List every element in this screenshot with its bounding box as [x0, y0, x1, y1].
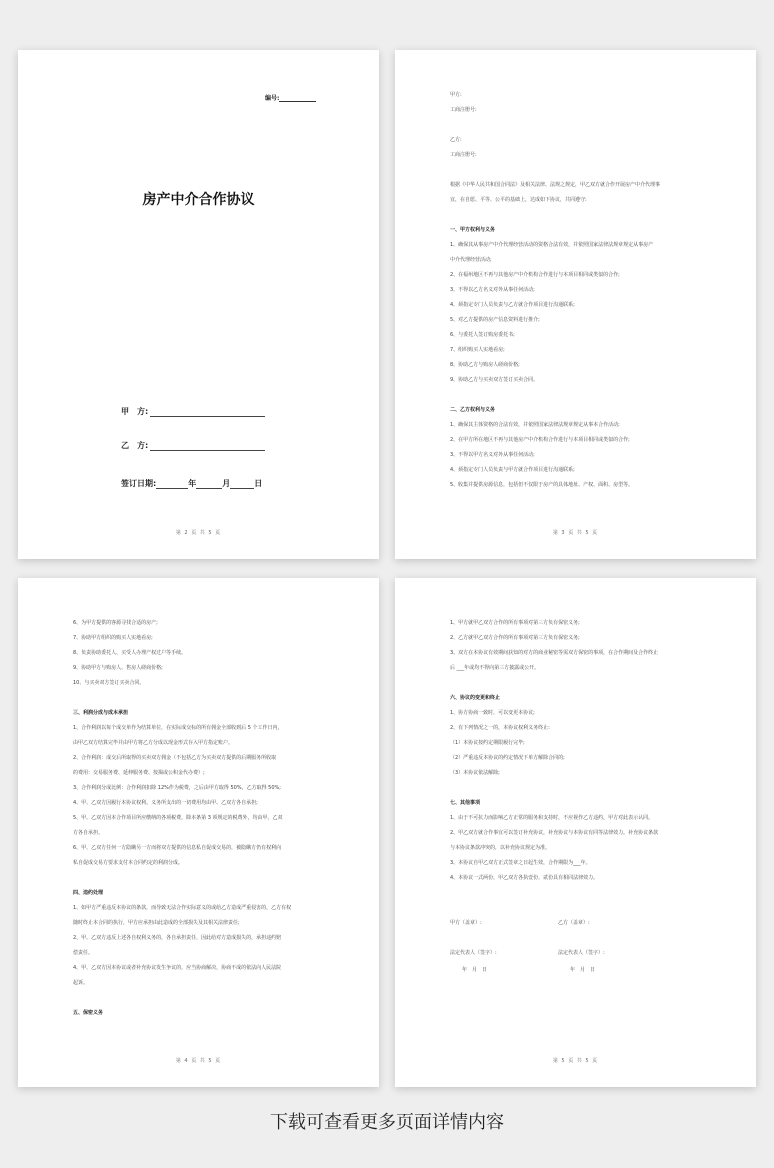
download-caption: 下载可查看更多页面详情内容 — [270, 1112, 504, 1133]
party-b-date: 年 月 日 — [570, 967, 596, 973]
text-line: 根据《中华人民共和国合同法》及相关法律、法规之规定，甲乙双方就合作开展房产中介代理事 — [450, 182, 661, 188]
text-line: 4、须指定专门人员负责与甲方就合作项目进行沟通联系; — [450, 467, 575, 473]
text-line: 4、甲、乙双方因本协议或者补充协议发生争议的，应当协商解决，协商不成的依法向人民法院 — [73, 965, 282, 971]
text-line: 工商注册号: — [450, 107, 477, 113]
text-line: （2）严重违反本协议的约定情况下单方解除合同的; — [450, 755, 565, 761]
text-line: 3、双方在本协议有效期间获知的对方的商业秘密等需双方保密的事项，在合作期间及合作终止 — [450, 650, 659, 656]
contract-page-3 — [395, 50, 756, 559]
text-line: 9、协助乙方与买卖双方签订买卖合同。 — [450, 377, 539, 383]
text-line: 2、在甲方所在地区不再与其他房产中介机构合作进行与本项目相同或类似的合作; — [450, 437, 630, 443]
text-line: 私自促成交易方要求支付本合同约定的利润分成。 — [73, 860, 184, 866]
spacer — [450, 781, 706, 796]
party-b-blank — [150, 441, 265, 451]
text-line: 5、甲、乙双方因本合作项目所应缴纳的各项税费，除本条第 3 项规定的税费外，均由甲、乙双 — [73, 815, 283, 821]
text-line: 1、合作利润以每个成交单作为结算单位，在实际成交标的所有佣金全部收到后 5 个工作日内， — [73, 725, 283, 731]
spacer — [73, 871, 329, 886]
text-line: 6、为甲方提供的客源寻找合适的房产; — [73, 620, 158, 626]
spacer — [450, 163, 706, 178]
day-label: 日 — [254, 479, 263, 488]
party-b-rep-label: 法定代表人（签字）: — [558, 950, 605, 956]
party-a-date: 年 月 日 — [462, 967, 488, 973]
text-line: 中介代理经营活动; — [450, 257, 492, 263]
section-heading: 五、保密义务 — [73, 1010, 104, 1016]
text-line: 1、协方协商一致时，可以变更本协议; — [450, 710, 535, 716]
party-a-row — [121, 406, 265, 417]
month-blank — [196, 479, 222, 489]
contract-page-5 — [395, 578, 756, 1087]
text-line: 起诉。 — [73, 980, 89, 986]
spacer — [450, 118, 706, 133]
text-line: 1、确保其主体资格的合法有效，并依照国家法律法规章规定从事本合作活动; — [450, 422, 620, 428]
party-a-rep-label: 法定代表人（签字）: — [450, 950, 497, 956]
day-blank — [230, 479, 254, 489]
text-line: 5、收集并提供房源信息，包括但不仅限于房产的具体地址、产权、面积、房型等。 — [450, 482, 634, 488]
spacer — [450, 676, 706, 691]
text-line: 4、本协议一式两份，甲乙双方各执壹份，贰份具有相同法律效力。 — [450, 875, 599, 881]
text-line: 1、如甲方严重违反本协议的条款，而导致无法合作实际意义的或给乙方造成严重侵害的，乙方有权 — [73, 905, 292, 911]
party-a-blank — [150, 407, 265, 417]
month-label: 月 — [222, 479, 231, 488]
text-line: 乙方: — [450, 137, 462, 143]
document-title: 房产中介合作协议 — [142, 192, 255, 208]
text-line: 3、本协议自甲乙双方正式签章之日起生效，合作期限为___年。 — [450, 860, 591, 866]
text-line: 2、合作利润：成交后所取得的买卖双方佣金（不包括乙方为买卖双方提供的后期服务所收取 — [73, 755, 277, 761]
spacer — [73, 991, 329, 1006]
text-line: 6、与委托人签订购房委托书; — [450, 332, 515, 338]
text-line: 4、甲、乙双方因履行本协议权利、义务所支出的一切费用均由甲、乙双方各自承担; — [73, 800, 258, 806]
text-line: 2、甲乙双方就合作事宜可以签订补充协议，补充协议与本协议有同等法律效力。补充协议条款 — [450, 830, 659, 836]
text-line: 2、甲、乙双方违反上述各自权利义务的，各自承担责任，因此给对方造成损失的，承担违约赔 — [73, 935, 282, 941]
text-line: 2、有下列情况之一的，本协议权利义务终止: — [450, 725, 550, 731]
section-heading: 六、协议的变更和终止 — [450, 695, 501, 701]
text-line: 的费用：交易服务费、延伸服务费、按揭或公积金代办费）; — [73, 770, 205, 776]
text-line: 方各自承担。 — [73, 830, 104, 836]
spacer — [450, 208, 706, 223]
page-body — [450, 88, 706, 493]
section-heading: 一、甲方权利与义务 — [450, 227, 496, 233]
page-footer: 第 5 页 共 5 页 — [552, 1058, 599, 1064]
text-line: 1、确保其从事房产中介代理经营活动的资格合法有效，并依照国家法律法规章规定从事房产 — [450, 242, 654, 248]
text-line: 8、负责协助委托人、买受人办理产权过户等手续。 — [73, 650, 187, 656]
text-line: 5、对乙方提供的房产信息资料进行推介; — [450, 317, 540, 323]
text-line: 10、与买卖双方签订买卖合同。 — [73, 680, 145, 686]
spacer — [450, 388, 706, 403]
text-line: 4、须指定专门人员负责与乙方就合作项目进行沟通联系; — [450, 302, 575, 308]
text-line: 6、甲、乙双方任何一方隐瞒另一方而将双方提供的信息私自促成交易的，被隐瞒方仍有权利向 — [73, 845, 282, 851]
party-b-label: 乙 方: — [121, 441, 149, 450]
text-line: 甲方: — [450, 92, 462, 98]
year-blank — [156, 479, 188, 489]
page-body — [73, 616, 329, 1021]
text-line: 1、由于不可抗力而影响乙方正常的服务和支持时，不应视作乙方违约，甲方对此表示认同。 — [450, 815, 654, 821]
spacer — [73, 691, 329, 706]
text-line: （1）本协议按约定期限履行完毕; — [450, 740, 525, 746]
text-line: 宜，在自愿、平等、公平的基础上，达成如下协议，共同遵守: — [450, 197, 587, 203]
text-line: 8、协助乙方与购房人磋商价格; — [450, 362, 520, 368]
text-line: 工商注册号: — [450, 152, 477, 158]
text-line: 7、协助甲方组织的购买人实地看房; — [73, 635, 153, 641]
text-line: 1、甲方就甲乙双方合作的所有事项对第三方负有保密义务; — [450, 620, 580, 626]
text-line: 7、组织购买人实地看房; — [450, 347, 505, 353]
document-number — [265, 93, 316, 102]
page-footer: 第 4 页 共 5 页 — [175, 1058, 222, 1064]
contract-page-4 — [18, 578, 379, 1087]
cover-page — [18, 50, 379, 559]
section-heading: 四、违约处理 — [73, 890, 104, 896]
text-line: （3）本协议依法解除; — [450, 770, 500, 776]
text-line: 由甲乙双方结算完毕并由甲方将乙方分成以现金形式存入甲方指定账户。 — [73, 740, 234, 746]
text-line: 与本协议条款冲突的，以补充协议规定为准。 — [450, 845, 551, 851]
year-label: 年 — [188, 479, 197, 488]
text-line: 3、合作利润分成比例：合作利润扣除 12%作为税费，之后由甲方取得 50%，乙方取得 50%; — [73, 785, 281, 791]
party-a-label: 甲 方: — [121, 407, 149, 416]
signature-block — [450, 916, 706, 976]
party-b-row — [121, 440, 265, 451]
text-line: 2、在福州地区不再与其他房产中介机构合作进行与本项目相同或类似的合作; — [450, 272, 620, 278]
sign-date-label: 签订日期: — [121, 479, 157, 488]
text-line: 9、协助甲方与购房人、售房人磋商价格; — [73, 665, 163, 671]
sign-date-row — [121, 478, 262, 489]
text-line: 后 ___年或均不得向第三方披露或公开。 — [450, 665, 540, 671]
section-heading: 三、利润分成与成本承担 — [73, 710, 129, 716]
text-line: 偿责任。 — [73, 950, 94, 956]
text-line: 3、不得以乙方名义对外从事任何活动; — [450, 287, 535, 293]
page-footer: 第 3 页 共 5 页 — [552, 530, 599, 536]
page-body — [450, 616, 706, 886]
section-heading: 二、乙方权利与义务 — [450, 407, 496, 413]
section-heading: 七、其他事项 — [450, 800, 481, 806]
text-line: 随时终止本合同的执行，甲方应承担由此造成的全部损失及其相关法律责任; — [73, 920, 240, 926]
page-footer: 第 2 页 共 5 页 — [175, 530, 222, 536]
party-a-seal-label: 甲方（盖章）: — [450, 920, 482, 926]
text-line: 3、不得以甲方名义对外从事任何活动; — [450, 452, 535, 458]
doc-number-label: 编号: — [265, 95, 280, 102]
party-b-seal-label: 乙方（盖章）: — [558, 920, 590, 926]
text-line: 2、乙方就甲乙双方合作的所有事项对第三方负有保密义务; — [450, 635, 580, 641]
doc-number-blank — [279, 94, 316, 102]
